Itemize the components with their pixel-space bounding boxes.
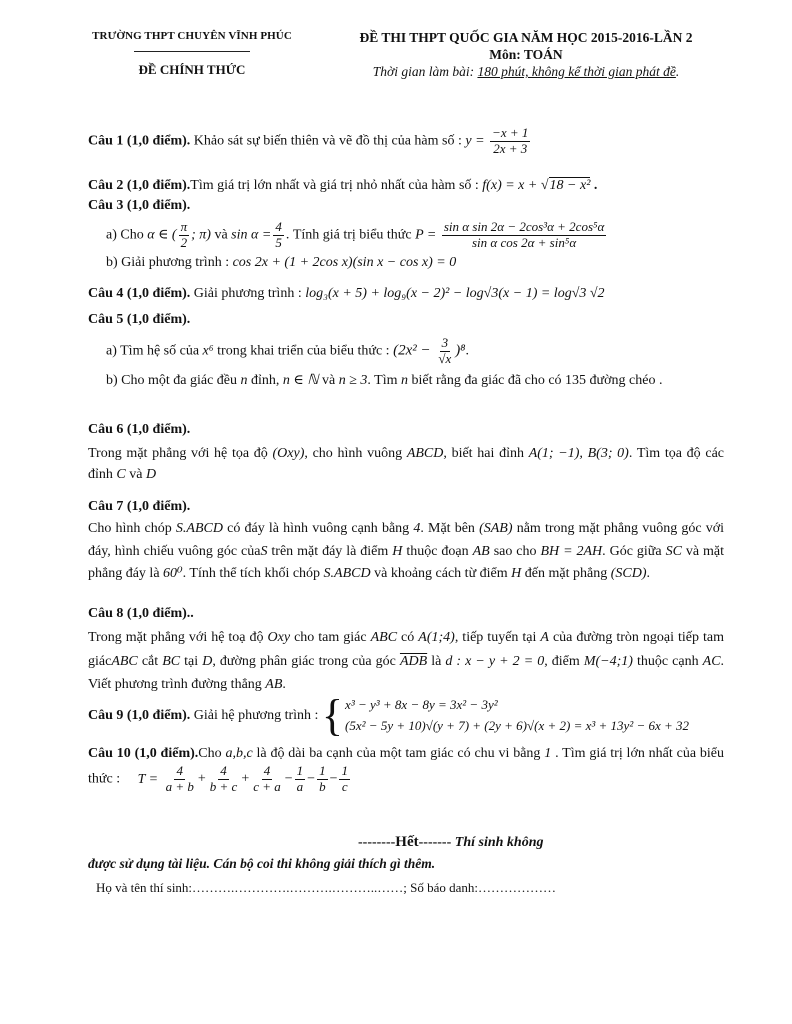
candidate-info: Họ và tên thí sinh:……….………….……….………..……; Số báo danh:………………	[96, 880, 557, 895]
end-marker: --------Hết------- Thí sinh không	[358, 834, 544, 850]
question-label: Câu 9 (1,0 điểm).	[88, 708, 191, 724]
question-9: Câu 9 (1,0 điểm). Giải hệ phương trình : { x³ − y³ + 8x − 8y = 3x² − 3y² (5x² − 5y + 10)√(y + 7) + (2y + 6)√(x + 2) = x³ + 13y² − 6x + 32	[88, 691, 690, 740]
question-label: Câu 4 (1,0 điểm).	[88, 286, 191, 301]
official-label: ĐỀ CHÍNH THỨC	[138, 62, 246, 77]
school-name: TRƯỜNG THPT CHUYÊN VĨNH PHÚC	[92, 30, 292, 42]
question-2: Câu 2 (1,0 điểm).Tìm giá trị lớn nhất và giá trị nhỏ nhất của hàm số : f(x) = x + √18 − x² .	[88, 178, 598, 193]
fraction: $\frac{4}{a + b}$	[165, 763, 194, 795]
fraction: $\frac{1}{b}$	[319, 763, 326, 795]
question-1: Câu 1 (1,0 điểm). Khảo sát sự biến thiên và vẽ đồ thị của hàm số : y = $\frac{-x + 1}{2x + 3}$	[88, 125, 529, 156]
end-note: được sử dụng tài liệu. Cán bộ coi thi không giải thích gì thêm.	[88, 856, 436, 871]
header-right	[326, 30, 726, 80]
question-8: Câu 8 (1,0 điểm).. Trong mặt phẳng với hệ toạ độ Oxy cho tam giác ABC có A(1;4), tiếp tuyến tại A của đường tròn ngoại tiếp tam giácABC cắt BC tại D, đường phân giác trong của góc $\overline{ADB}$ là d : x − y + 2 = 0, điểm M(−4;1) thuộc cạnh AC. Viết phương trình đường thẳng AB.	[88, 606, 725, 693]
fraction: $\frac{1}{c}$	[341, 763, 348, 795]
question-label: Câu 7 (1,0 điểm).	[88, 499, 191, 514]
fraction: $\frac{\pi}{2}$	[180, 219, 188, 251]
exam-subject: Môn: TOÁN	[489, 47, 563, 62]
fraction: $\frac{1}{a}$	[296, 763, 304, 795]
question-label: Câu 6 (1,0 điểm).	[88, 422, 191, 437]
fraction: $\frac{4}{5}$	[275, 219, 282, 251]
fraction: $\frac{4}{b + c}$	[209, 763, 238, 795]
fraction: $\frac{-x + 1}{2x + 3}$	[492, 125, 529, 156]
fraction: $\frac{4}{c + a}$	[253, 763, 281, 795]
question-label: Câu 2 (1,0 điểm).	[88, 178, 191, 193]
question-3: Câu 3 (1,0 điểm). a) Cho α ∈ ( $\frac{\pi}{2}$ ; π) và sin α = $\frac{4}{5}$ . Tính giá trị biểu thức P = $\frac{\text{sin α sin 2α − 2cos³α + 2cos⁵α}}{\text{sin α cos 2α + sin⁵α}}$ b) Giải phương trình : cos 2x + (1 + 2cos x)(sin x − cos x) = 0	[88, 198, 605, 271]
fraction: $\frac{\text{sin α sin 2α − 2cos³α + 2cos⁵α}}{\text{sin α cos 2α + sin⁵α}}$	[443, 219, 605, 251]
header-rule	[134, 51, 250, 52]
question-5: Câu 5 (1,0 điểm). a) Tìm hệ số của x⁶ trong khai triển của biểu thức : (2x² − $\frac{3}{√x}$ )⁸. b) Cho một đa giác đều n đỉnh, n ∈ ℕ và n ≥ 3. Tìm n biết rằng đa giác đã cho có 135 đường chéo .	[88, 312, 663, 389]
exam-time: Thời gian làm bài: 180 phút, không kể thời gian phát đề.	[372, 64, 680, 79]
fraction: $\frac{3}{√x}$	[438, 335, 452, 367]
equation-system: { x³ − y³ + 8x − 8y = 3x² − 3y² (5x² − 5y + 10)√(y + 7) + (2y + 6)√(x + 2) = x³ + 13y² − 6x + 32	[321, 691, 690, 740]
exam-title: ĐỀ THI THPT QUỐC GIA NĂM HỌC 2015-2016-LẦN 2	[359, 30, 693, 45]
question-label: Câu 8 (1,0 điểm)..	[88, 606, 194, 621]
question-10: Câu 10 (1,0 điểm).Cho a,b,c là độ dài ba cạnh của một tam giác có chu vi bằng 1 . Tìm giá trị lớn nhất của biểu thức : T = $\frac{4}{a + b}$ + $\frac{4}{b + c}$ + $\frac{4}{c + a}$ − $\frac{1}{a}$ − $\frac{1}{b}$ − $\frac{1}{c}$	[88, 746, 724, 795]
question-label: Câu 5 (1,0 điểm).	[88, 312, 191, 327]
question-label: Câu 3 (1,0 điểm).	[88, 198, 191, 213]
question-6: Câu 6 (1,0 điểm). Trong mặt phẳng với hệ tọa độ (Oxy), cho hình vuông ABCD, biết hai đỉnh A(1; −1), B(3; 0). Tìm tọa độ các đỉnh C và D	[88, 422, 725, 482]
question-label: Câu 1 (1,0 điểm).	[88, 133, 191, 149]
question-7: Câu 7 (1,0 điểm). Cho hình chóp S.ABCD có đáy là hình vuông cạnh bằng 4. Mặt bên (SAB) nằm trong mặt phẳng vuông góc với đáy, hình chiếu vuông góc củaS trên mặt đáy là điểm H thuộc đoạn AB sao cho BH = 2AH. Góc giữa SC và mặt phẳng đáy là 60⁰. Tính thể tích khối chóp S.ABCD và khoảng cách từ điểm H đến mặt phẳng (SCD).	[88, 499, 725, 582]
question-label: Câu 10 (1,0 điểm).	[88, 746, 199, 761]
question-4: Câu 4 (1,0 điểm). Giải phương trình : log₃(x + 5) + log₉(x − 2)² − log√3(x − 1) = log√3 √2	[88, 286, 605, 301]
header-left	[92, 30, 292, 78]
